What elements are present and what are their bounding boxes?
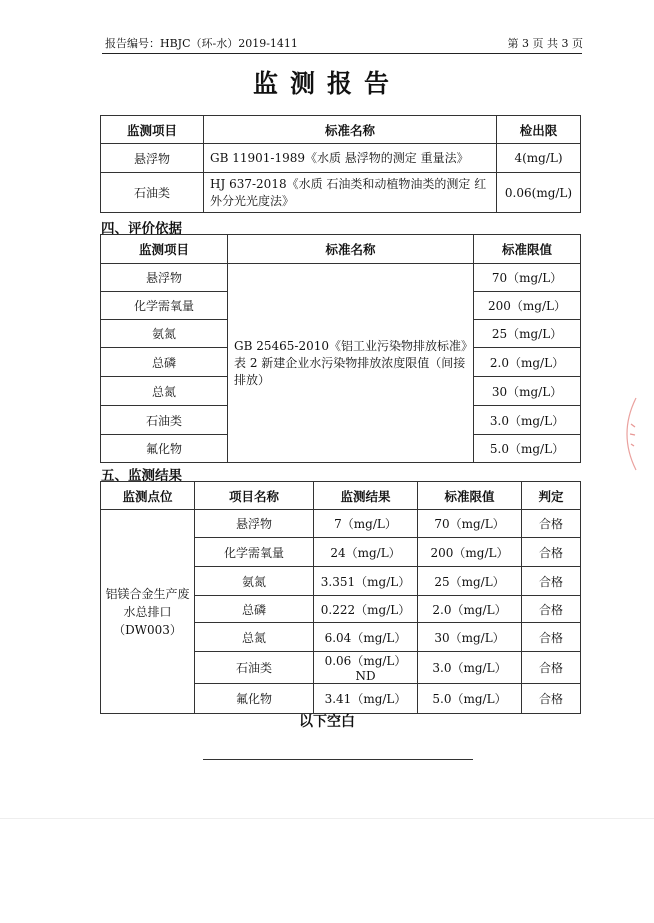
methods-header-item: 监测项目 (101, 116, 204, 144)
page-header (105, 35, 583, 51)
result-limit: 25（mg/L） (418, 567, 522, 596)
basis-limit: 5.0（mg/L） (474, 435, 581, 463)
method-standard: GB 11901-1989《水质 悬浮物的测定 重量法》 (204, 144, 497, 173)
results-header-verdict: 判定 (522, 482, 581, 510)
table-row (101, 173, 581, 213)
result-item: 悬浮物 (195, 510, 314, 538)
result-verdict: 合格 (522, 596, 581, 623)
result-value: 3.41（mg/L） (314, 684, 418, 714)
header-divider (102, 53, 582, 54)
methods-header-standard: 标准名称 (204, 116, 497, 144)
result-verdict: 合格 (522, 652, 581, 684)
result-limit: 200（mg/L） (418, 538, 522, 567)
table-row (101, 510, 581, 538)
result-limit: 30（mg/L） (418, 623, 522, 652)
basis-item: 总氮 (101, 377, 228, 406)
result-limit: 2.0（mg/L） (418, 596, 522, 623)
basis-item: 化学需氧量 (101, 292, 228, 320)
results-header-row (101, 482, 581, 510)
blank-below-note: 以下空白 (299, 714, 355, 730)
result-verdict: 合格 (522, 567, 581, 596)
basis-table (100, 234, 581, 463)
results-table (100, 481, 581, 714)
basis-header-standard: 标准名称 (228, 235, 474, 264)
basis-limit: 30（mg/L） (474, 377, 581, 406)
basis-header-item: 监测项目 (101, 235, 228, 264)
basis-item: 悬浮物 (101, 264, 228, 292)
result-value: 24（mg/L） (314, 538, 418, 567)
result-value: 0.222（mg/L） (314, 596, 418, 623)
basis-limit: 2.0（mg/L） (474, 348, 581, 377)
basis-item: 石油类 (101, 406, 228, 435)
result-item: 石油类 (195, 652, 314, 684)
end-divider (203, 759, 473, 760)
basis-standard: GB 25465-2010《铝工业污染物排放标准》表 2 新建企业水污染物排放浓度限值（间接排放） (228, 264, 474, 463)
result-item: 氨氮 (195, 567, 314, 596)
result-limit: 5.0（mg/L） (418, 684, 522, 714)
method-limit: 0.06(mg/L) (497, 173, 581, 213)
scan-line (0, 818, 654, 819)
method-standard: HJ 637-2018《水质 石油类和动植物油类的测定 红外分光光度法》 (204, 173, 497, 213)
methods-header-row (101, 116, 581, 144)
section5-heading: 五、监测结果 (101, 468, 182, 484)
results-header-item: 项目名称 (195, 482, 314, 510)
basis-header-limit: 标准限值 (474, 235, 581, 264)
results-header-location: 监测点位 (101, 482, 195, 510)
result-verdict: 合格 (522, 623, 581, 652)
result-verdict: 合格 (522, 510, 581, 538)
basis-limit: 3.0（mg/L） (474, 406, 581, 435)
result-value: 0.06（mg/L）ND (314, 652, 418, 684)
result-item: 氟化物 (195, 684, 314, 714)
method-item: 悬浮物 (101, 144, 204, 173)
result-verdict: 合格 (522, 684, 581, 714)
result-item: 总氮 (195, 623, 314, 652)
methods-header-limit: 检出限 (497, 116, 581, 144)
report-number: 报告编号：HBJC（环-水）2019-1411 (105, 37, 298, 50)
method-item: 石油类 (101, 173, 204, 213)
basis-limit: 200（mg/L） (474, 292, 581, 320)
result-value: 7（mg/L） (314, 510, 418, 538)
methods-table (100, 115, 581, 213)
table-row (101, 144, 581, 173)
table-row (101, 264, 581, 292)
result-value: 3.351（mg/L） (314, 567, 418, 596)
basis-item: 氨氮 (101, 320, 228, 348)
result-item: 总磷 (195, 596, 314, 623)
basis-limit: 25（mg/L） (474, 320, 581, 348)
results-header-limit: 标准限值 (418, 482, 522, 510)
basis-limit: 70（mg/L） (474, 264, 581, 292)
result-verdict: 合格 (522, 538, 581, 567)
page-info: 第 3 页 共 3 页 (507, 37, 583, 50)
result-value: 6.04（mg/L） (314, 623, 418, 652)
section4-heading: 四、评价依据 (101, 221, 182, 237)
result-item: 化学需氧量 (195, 538, 314, 567)
basis-item: 氟化物 (101, 435, 228, 463)
basis-header-row (101, 235, 581, 264)
monitoring-location: 铝镁合金生产废水总排口（DW003） (101, 510, 195, 714)
report-title: 监测报告 (252, 69, 401, 98)
method-limit: 4(mg/L) (497, 144, 581, 173)
result-limit: 70（mg/L） (418, 510, 522, 538)
seal-stamp-icon (614, 394, 644, 474)
results-header-result: 监测结果 (314, 482, 418, 510)
basis-item: 总磷 (101, 348, 228, 377)
result-limit: 3.0（mg/L） (418, 652, 522, 684)
